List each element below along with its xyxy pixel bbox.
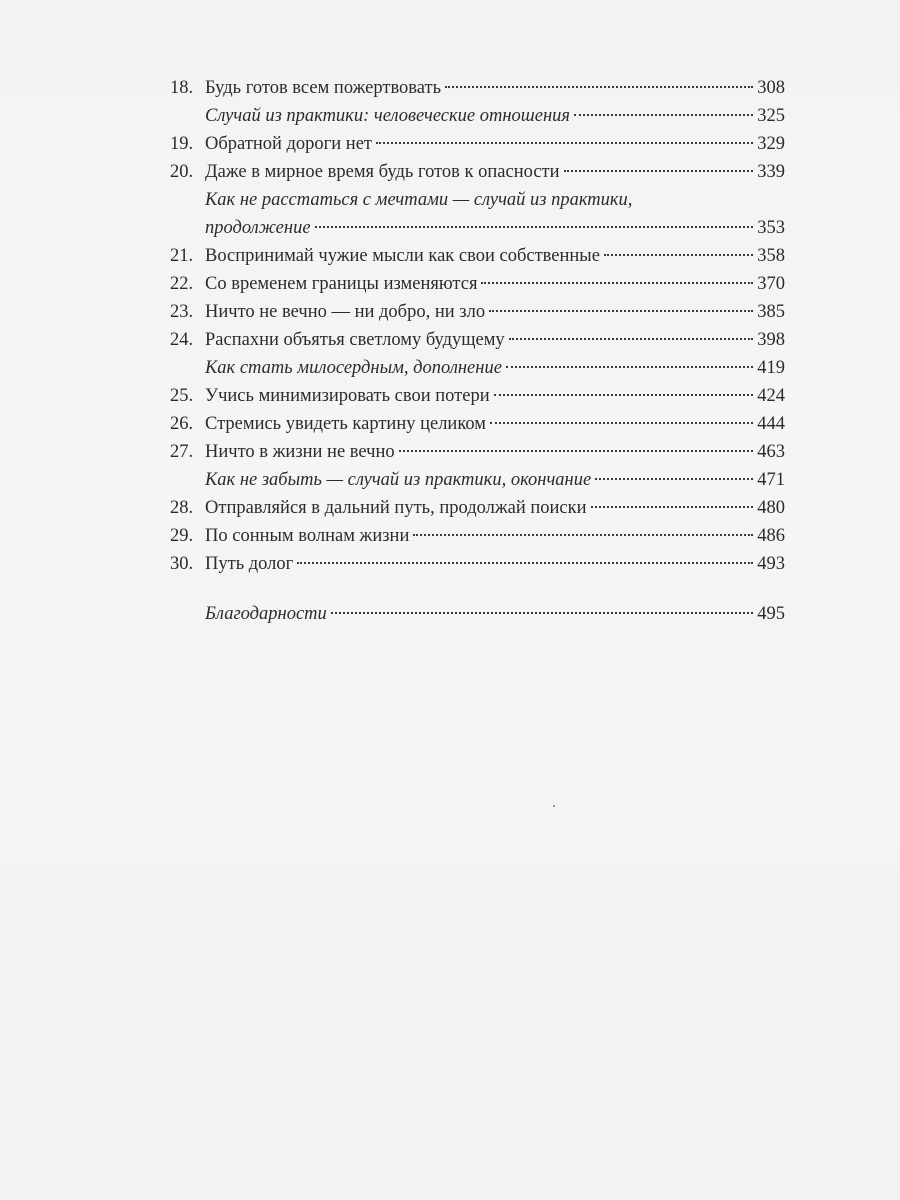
entry-page: 385 (757, 302, 785, 322)
entry-title: Даже в мирное время будь готов к опасности (205, 162, 560, 182)
dot-leader (489, 310, 753, 312)
entry-title: Обратной дороги нет (205, 134, 372, 154)
entry-page: 358 (757, 246, 785, 266)
entry-page: 398 (757, 330, 785, 350)
entry-title: Ничто в жизни не вечно (205, 442, 395, 462)
entry-number: 18. (170, 78, 194, 98)
entry-number: 26. (170, 414, 194, 434)
entry-title: Случай из практики: человеческие отношения (205, 106, 570, 126)
toc-entry (170, 74, 785, 102)
entry-page: 486 (757, 526, 785, 546)
entry-title-line1: Как не расстаться с мечтами — случай из практики, (205, 190, 633, 210)
entry-page: 495 (757, 604, 785, 624)
entry-page: 419 (757, 358, 785, 378)
entry-page: 370 (757, 274, 785, 294)
dot-leader (445, 86, 753, 88)
entry-page: 480 (757, 498, 785, 518)
dot-leader (595, 478, 753, 480)
entry-number: 28. (170, 498, 194, 518)
toc-entry (170, 298, 785, 326)
dot-leader (591, 506, 754, 508)
entry-title: Путь долог (205, 554, 294, 574)
toc-entry (170, 130, 785, 158)
toc-entry (170, 410, 785, 438)
dot-leader (297, 562, 753, 564)
toc-entry (170, 158, 785, 186)
entry-number: 29. (170, 526, 194, 546)
dot-leader (413, 534, 753, 536)
dot-leader (604, 254, 753, 256)
dot-leader (315, 226, 754, 228)
entry-page: 471 (757, 470, 785, 490)
dot-leader (490, 422, 753, 424)
entry-number: 20. (170, 162, 194, 182)
entry-number: 30. (170, 554, 194, 574)
entry-title: продолжение (205, 218, 311, 238)
entry-title: Со временем границы изменяются (205, 274, 478, 294)
entry-title: Стремись увидеть картину целиком (205, 414, 486, 434)
entry-page: 444 (757, 414, 785, 434)
entry-number: 27. (170, 442, 194, 462)
print-speck (553, 805, 555, 807)
dot-leader (574, 114, 753, 116)
entry-page: 424 (757, 386, 785, 406)
toc-entry (170, 354, 785, 382)
toc-entry (170, 522, 785, 550)
entry-title: Благодарности (205, 604, 327, 624)
entry-title: Распахни объятья светлому будущему (205, 330, 505, 350)
toc-entry (170, 438, 785, 466)
dot-leader (494, 394, 754, 396)
toc-entry (170, 270, 785, 298)
entry-number: 25. (170, 386, 194, 406)
entry-page: 308 (757, 78, 785, 98)
toc-entry (170, 326, 785, 354)
entry-page: 353 (757, 218, 785, 238)
entry-page: 463 (757, 442, 785, 462)
entry-number: 21. (170, 246, 194, 266)
entry-number: 24. (170, 330, 194, 350)
entry-title: Отправляйся в дальний путь, продолжай поиски (205, 498, 587, 518)
entry-page: 329 (757, 134, 785, 154)
dot-leader (399, 450, 754, 452)
dot-leader (506, 366, 753, 368)
toc-entry (170, 494, 785, 522)
entry-title: Как не забыть — случай из практики, окончание (205, 470, 592, 490)
entry-title: Ничто не вечно — ни добро, ни зло (205, 302, 486, 322)
dot-leader (481, 282, 753, 284)
entry-title: Воспринимай чужие мысли как свои собственные (205, 246, 600, 266)
toc-entry (170, 550, 785, 578)
toc-entry (170, 466, 785, 494)
toc-entry (170, 102, 785, 130)
entry-title: Учись минимизировать свои потери (205, 386, 490, 406)
dot-leader (509, 338, 754, 340)
toc-entry (170, 382, 785, 410)
dot-leader (376, 142, 753, 144)
entry-title: Как стать милосердным, дополнение (205, 358, 502, 378)
toc-entry (170, 600, 785, 628)
entry-title: Будь готов всем пожертвовать (205, 78, 442, 98)
entry-number: 19. (170, 134, 194, 154)
entry-page: 493 (757, 554, 785, 574)
dot-leader (564, 170, 754, 172)
entry-number: 23. (170, 302, 194, 322)
entry-title: По сонным волнам жизни (205, 526, 410, 546)
entry-number: 22. (170, 274, 194, 294)
toc-entry (170, 214, 785, 242)
toc-entry (170, 242, 785, 270)
dot-leader (331, 612, 753, 614)
entry-page: 339 (757, 162, 785, 182)
entry-page: 325 (757, 106, 785, 126)
